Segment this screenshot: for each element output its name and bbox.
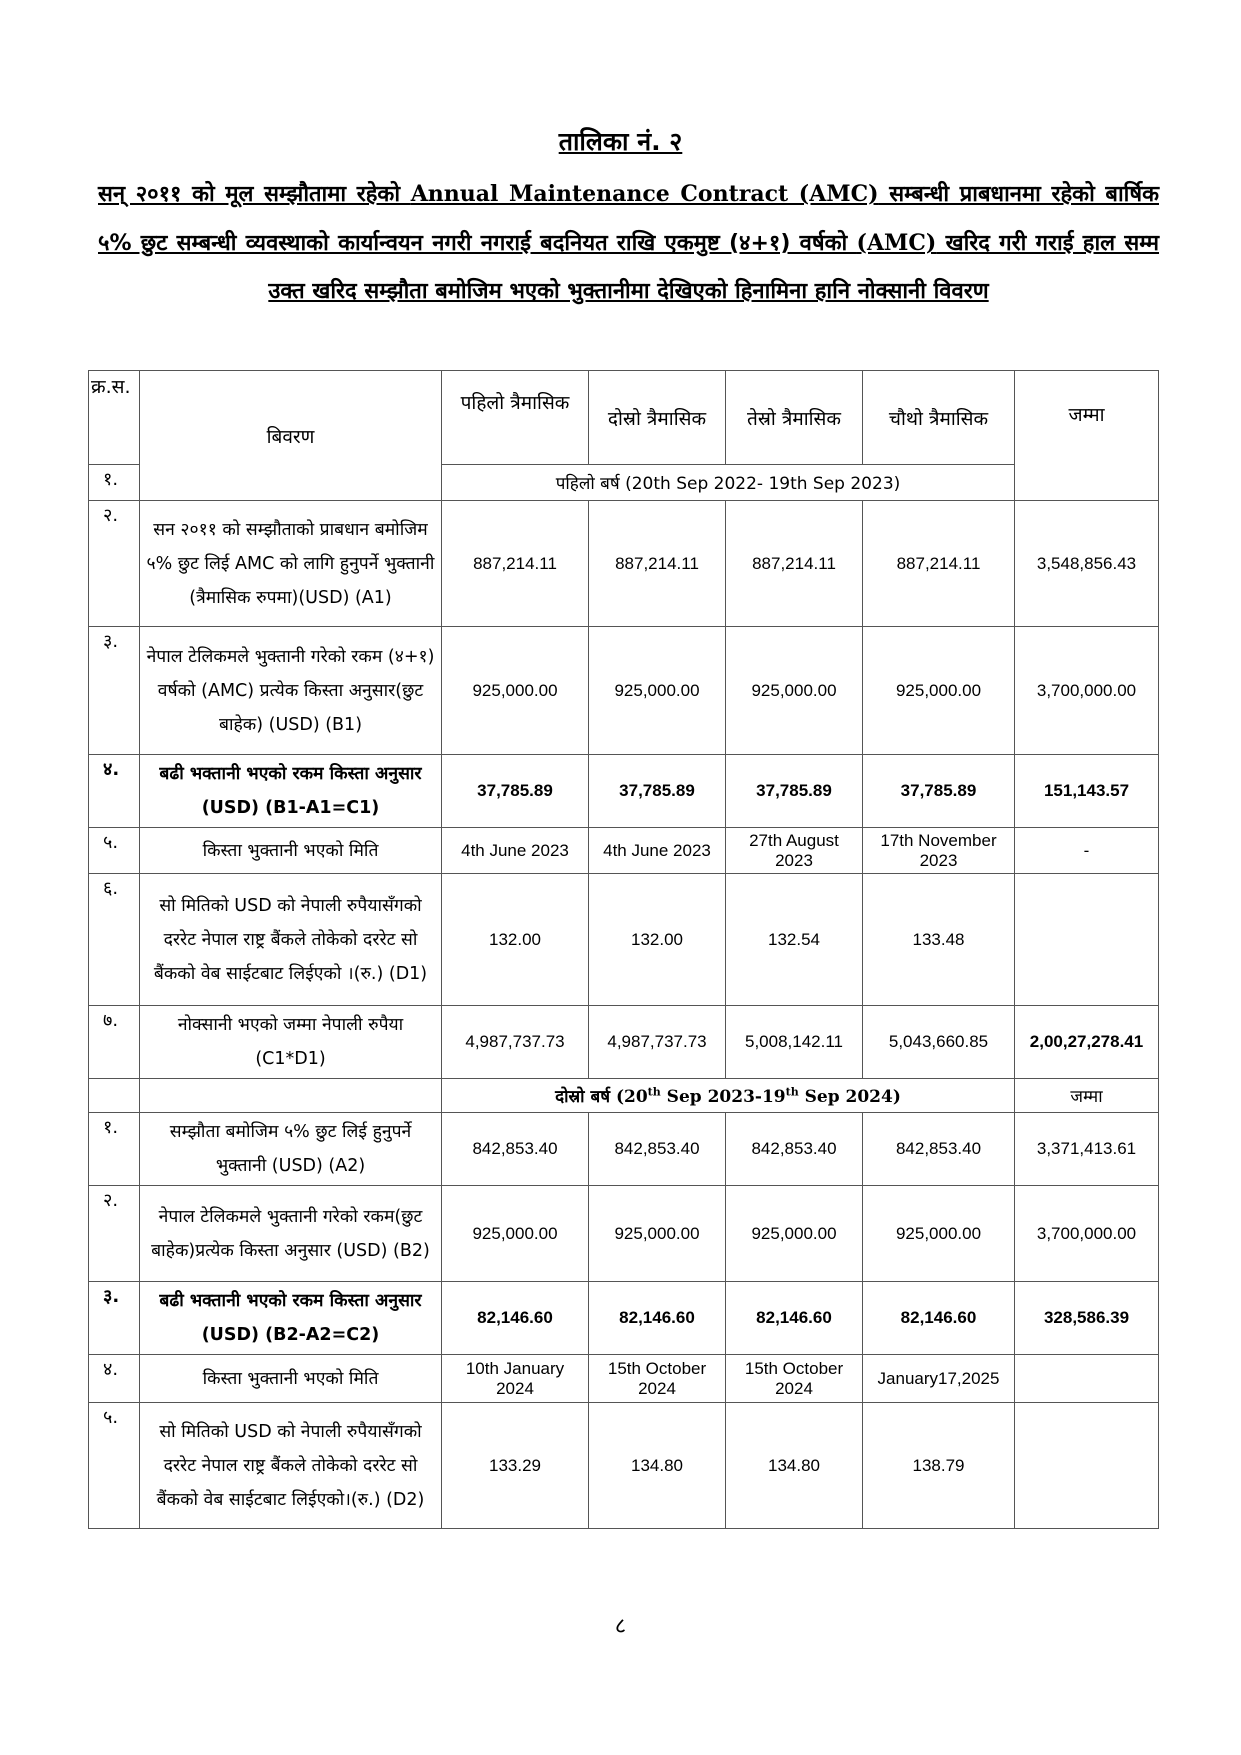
row-description: नेपाल टेलिकमले भुक्तानी गरेको रकम (४+१) वर्षको (AMC) प्रत्येक किस्ता अनुसार(छुट बाहेक) (USD) (B1) (140, 627, 442, 755)
table-row (89, 1282, 1159, 1355)
row-q4: 17th November 2023 (863, 828, 1015, 874)
row-total (1015, 874, 1159, 1006)
table-row (89, 1186, 1159, 1282)
row-q2: 925,000.00 (589, 1186, 726, 1282)
row-total: 3,700,000.00 (1015, 1186, 1159, 1282)
row-q3: 37,785.89 (726, 755, 863, 828)
row-q2: 887,214.11 (589, 501, 726, 627)
row-q4: 37,785.89 (863, 755, 1015, 828)
header-desc: बिवरण (140, 371, 442, 501)
page-number: ८ (614, 1614, 627, 1639)
row-sn: ३. (89, 1282, 140, 1355)
row-sn: ३. (89, 627, 140, 755)
row-total: 328,586.39 (1015, 1282, 1159, 1355)
row-q1: 37,785.89 (442, 755, 589, 828)
page-title: तालिका नं. २ (558, 127, 683, 156)
year2-label-pre: दोस्रो बर्ष (20 (555, 1087, 648, 1107)
row-sn: ४. (89, 755, 140, 828)
row-q1: 842,853.40 (442, 1113, 589, 1186)
row-q2: 842,853.40 (589, 1113, 726, 1186)
row-q4: 138.79 (863, 1403, 1015, 1529)
table-row (89, 1113, 1159, 1186)
row-description: बढी भक्तानी भएको रकम किस्ता अनुसार (USD) (B1-A1=C1) (140, 755, 442, 828)
year1-sn: १. (89, 465, 140, 501)
row-description: नोक्सानी भएको जम्मा नेपाली रुपैया (C1*D1) (140, 1006, 442, 1079)
row-q1: 4th June 2023 (442, 828, 589, 874)
row-q3: 925,000.00 (726, 1186, 863, 1282)
row-q2: 82,146.60 (589, 1282, 726, 1355)
row-q1: 10th January 2024 (442, 1355, 589, 1403)
row-q2: 134.80 (589, 1403, 726, 1529)
row-q2: 37,785.89 (589, 755, 726, 828)
row-sn: ५. (89, 1403, 140, 1529)
row-description: नेपाल टेलिकमले भुक्तानी गरेको रकम(छुट बाहेक)प्रत्येक किस्ता अनुसार (USD) (B2) (140, 1186, 442, 1282)
row-q3: 82,146.60 (726, 1282, 863, 1355)
row-sn: ७. (89, 1006, 140, 1079)
row-q3: 15th October 2024 (726, 1355, 863, 1403)
row-q1: 132.00 (442, 874, 589, 1006)
year2-label-post: Sep 2024) (798, 1087, 901, 1107)
row-description: सो मितिको USD को नेपाली रुपैयासँगको दररेट नेपाल राष्ट्र बैंकले तोकेको दररेट सो बैंकको वेब साईटबाट लिईएको ।(रु.) (D1) (140, 874, 442, 1006)
row-q1: 82,146.60 (442, 1282, 589, 1355)
row-q3: 132.54 (726, 874, 863, 1006)
row-total: 2,00,27,278.41 (1015, 1006, 1159, 1079)
row-total: - (1015, 828, 1159, 874)
row-q2: 925,000.00 (589, 627, 726, 755)
row-sn: १. (89, 1113, 140, 1186)
row-total: 3,700,000.00 (1015, 627, 1159, 755)
row-q2: 132.00 (589, 874, 726, 1006)
row-q3: 887,214.11 (726, 501, 863, 627)
row-sn: २. (89, 501, 140, 627)
row-q2: 4th June 2023 (589, 828, 726, 874)
row-description: सन २०११ को सम्झौताको प्राबधान बमोजिम ५% छुट लिई AMC को लागि हुनुपर्ने भुक्तानी (त्रैमासिक रुपमा)(USD) (A1) (140, 501, 442, 627)
row-q3: 5,008,142.11 (726, 1006, 863, 1079)
row-q4: 82,146.60 (863, 1282, 1015, 1355)
table-row (89, 874, 1159, 1006)
row-q3: 134.80 (726, 1403, 863, 1529)
row-q4: 887,214.11 (863, 501, 1015, 627)
heading-part-2: Annual Maintenance Contract (AMC) (410, 181, 879, 207)
header-q3: तेस्रो त्रैमासिक (726, 371, 863, 465)
row-sn: २. (89, 1186, 140, 1282)
heading-part-5: खरिद गरी गराई हाल सम्म उक्त खरिद सम्झौता बमोजिम भएको भुक्तानीमा देखिएको हिनामिना हानि नोक्सानी विवरण (268, 231, 1160, 304)
row-q2: 15th October 2024 (589, 1355, 726, 1403)
table-row (89, 755, 1159, 828)
header-sn: क्र.स. (89, 371, 140, 465)
row-q4: 5,043,660.85 (863, 1006, 1015, 1079)
row-q1: 4,987,737.73 (442, 1006, 589, 1079)
row-q1: 133.29 (442, 1403, 589, 1529)
loss-details-table (88, 370, 1159, 1529)
table-row (89, 627, 1159, 755)
row-q3: 842,853.40 (726, 1113, 863, 1186)
table-row (89, 828, 1159, 874)
row-description: बढी भक्तानी भएको रकम किस्ता अनुसार (USD) (B2-A2=C2) (140, 1282, 442, 1355)
table-row (89, 501, 1159, 627)
year1-label: पहिलो बर्ष (20th Sep 2022- 19th Sep 2023) (442, 465, 1015, 501)
table-row (89, 1355, 1159, 1403)
row-total (1015, 1403, 1159, 1529)
year2-sn-empty (89, 1079, 140, 1113)
row-description: सो मितिको USD को नेपाली रुपैयासँगको दररेट नेपाल राष्ट्र बैंकले तोकेको दररेट सो बैंकको वेब साईटबाट लिईएको।(रु.) (D2) (140, 1403, 442, 1529)
row-q3: 27th August 2023 (726, 828, 863, 874)
row-description: किस्ता भुक्तानी भएको मिति (140, 1355, 442, 1403)
row-q4: 842,853.40 (863, 1113, 1015, 1186)
row-q4: 925,000.00 (863, 1186, 1015, 1282)
header-total: जम्मा (1015, 371, 1159, 501)
row-q3: 925,000.00 (726, 627, 863, 755)
row-description: किस्ता भुक्तानी भएको मिति (140, 828, 442, 874)
row-total: 3,371,413.61 (1015, 1113, 1159, 1186)
year2-label-sup1: th (647, 1085, 661, 1099)
row-description: सम्झौता बमोजिम ५% छुट लिई हुनुपर्ने भुक्तानी (USD) (A2) (140, 1113, 442, 1186)
year2-desc-empty (140, 1079, 442, 1113)
table-row (89, 1403, 1159, 1529)
row-q2: 4,987,737.73 (589, 1006, 726, 1079)
table-heading (98, 170, 1159, 316)
year2-label (442, 1079, 1015, 1113)
row-q1: 887,214.11 (442, 501, 589, 627)
row-sn: ४. (89, 1355, 140, 1403)
row-sn: ६. (89, 874, 140, 1006)
row-total: 151,143.57 (1015, 755, 1159, 828)
year2-label-row (89, 1079, 1159, 1113)
heading-part-4: (AMC) (856, 230, 937, 256)
row-q1: 925,000.00 (442, 627, 589, 755)
year2-total-label: जम्मा (1015, 1079, 1159, 1113)
header-q2: दोस्रो त्रैमासिक (589, 371, 726, 465)
header-q4: चौथो त्रैमासिक (863, 371, 1015, 465)
heading-part-3: सम्बन्धी प्राबधानमा रहेको बार्षिक ५% छुट सम्बन्धी व्यवस्थाको कार्यान्वयन नगरी नगराई बदनियत राखि एकमुष्ट (४+१) वर्षको (98, 182, 1159, 256)
heading-part-1: सन् २०११ को मूल सम्झौतामा रहेको (98, 182, 411, 207)
row-q4: January17,2025 (863, 1355, 1015, 1403)
year2-label-sup2: th (785, 1085, 799, 1099)
row-q1: 925,000.00 (442, 1186, 589, 1282)
row-q4: 925,000.00 (863, 627, 1015, 755)
header-q1: पहिलो त्रैमासिक (442, 371, 589, 465)
row-q4: 133.48 (863, 874, 1015, 1006)
table-row (89, 1006, 1159, 1079)
year2-label-mid: Sep 2023-19 (660, 1087, 786, 1107)
row-total (1015, 1355, 1159, 1403)
row-sn: ५. (89, 828, 140, 874)
row-total: 3,548,856.43 (1015, 501, 1159, 627)
